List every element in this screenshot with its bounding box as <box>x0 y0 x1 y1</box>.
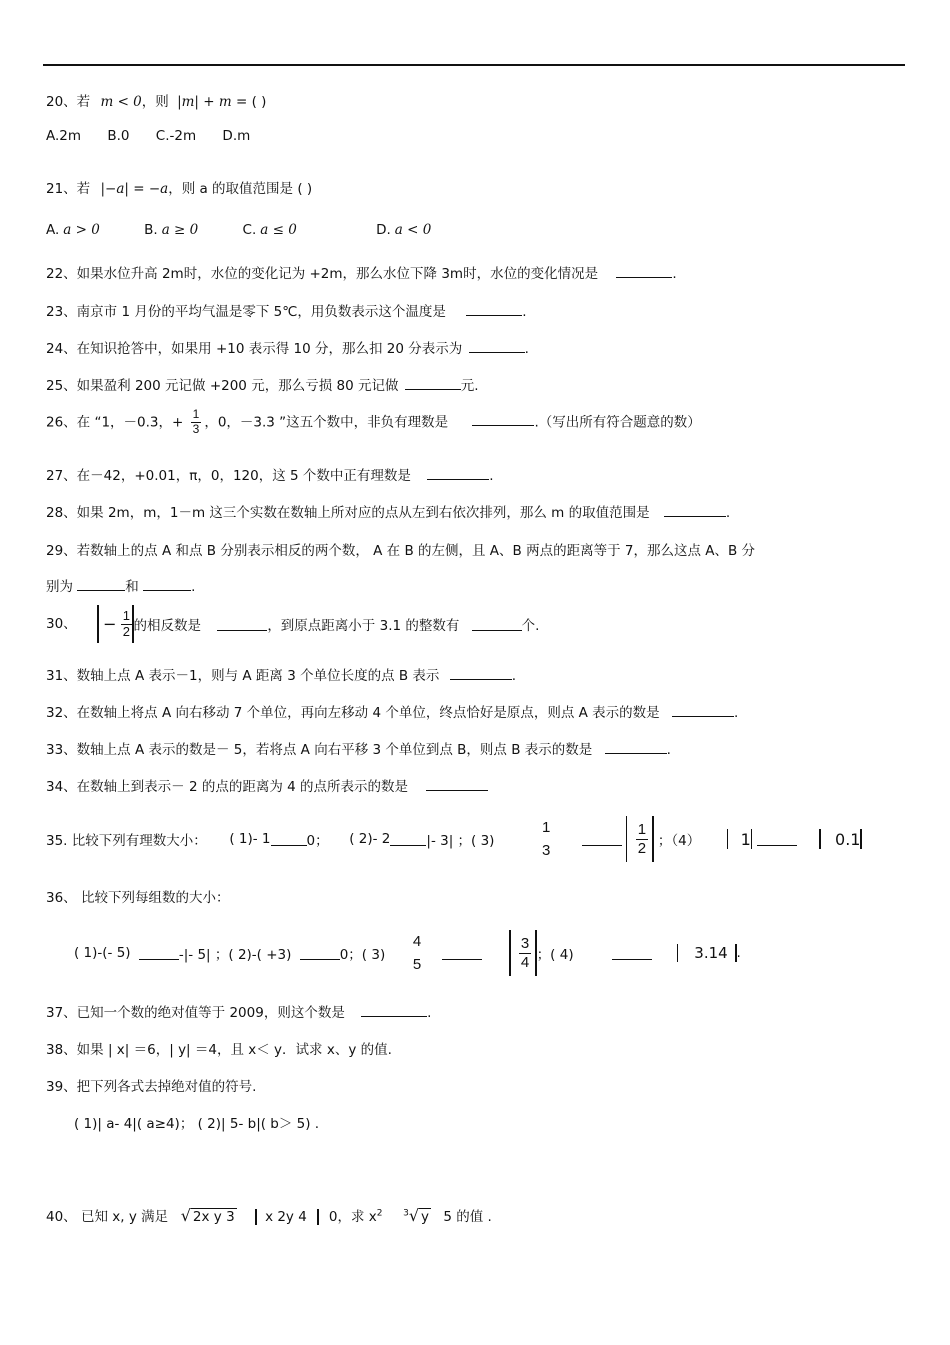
question-38 <box>46 1038 392 1058</box>
q40-superscript: 2 <box>376 1208 383 1219</box>
q35-blank-2 <box>390 833 426 846</box>
q35-frac-b-num: 1 <box>637 821 647 839</box>
q20-option-c: C.-2m <box>155 128 197 144</box>
q35-frac-a-den: 3 <box>542 842 551 859</box>
q35-blank-4 <box>757 833 797 846</box>
q25-tail: 元. <box>460 378 479 394</box>
q36-blank-2 <box>300 947 340 960</box>
q30-neg: − <box>103 614 117 634</box>
q21-label: 21、若 <box>46 181 91 197</box>
q20-option-b: B.0 <box>107 128 130 144</box>
q35-part1b: 0； <box>306 833 329 849</box>
q21-option-b: B. <box>144 222 158 238</box>
q26-frac-den: 3 <box>192 421 200 436</box>
question-24 <box>46 337 529 357</box>
q30-tail: 个. <box>521 618 540 634</box>
question-20 <box>46 90 266 110</box>
question-27 <box>46 464 493 484</box>
q35-part2b: |- 3| ；( 3) <box>426 833 495 849</box>
q35-abs-d-left <box>819 829 821 849</box>
q34-text: 34、在数轴上到表示－ 2 的点的距离为 4 的点所表示的数是 <box>46 779 409 795</box>
q22-period: . <box>672 266 677 282</box>
q35-abs-left <box>626 816 628 862</box>
q40-abs-right <box>317 1209 319 1225</box>
q26-fraction <box>191 408 202 437</box>
q21-option-a-math: a > 0 <box>63 222 100 238</box>
question-36 <box>46 886 229 906</box>
q35-part4b: 0.1 <box>835 829 861 849</box>
q35-abs-right <box>652 816 654 862</box>
q21-option-c-math: a ≤ 0 <box>260 222 297 238</box>
q36-frac-b-num: 3 <box>520 935 530 953</box>
cube-root-sign-icon: √ <box>408 1206 420 1225</box>
q35-part2: ( 2)- 2 <box>349 831 391 847</box>
q20-option-a: A.2m <box>46 128 82 144</box>
q36-blank-4 <box>612 947 652 960</box>
question-25 <box>46 374 479 394</box>
q35-abs-d-right <box>860 829 862 849</box>
question-31 <box>46 664 516 684</box>
q36-part2b: 0；( 3) <box>339 947 386 963</box>
question-30 <box>46 605 539 643</box>
q26-text: 26、在 “1，－0.3，+ <box>46 414 184 431</box>
q35-fraction-a <box>540 819 552 860</box>
q21-option-d-math: a < 0 <box>394 222 432 238</box>
question-22 <box>46 262 677 282</box>
q20-answer-paren: ( ) <box>251 94 267 110</box>
q37-period: . <box>427 1005 432 1021</box>
q29-prefix: 别为 <box>46 579 73 595</box>
q40-text: 40、 已知 x, y 满足 <box>46 1209 169 1225</box>
q40-root-content: y <box>421 1209 430 1225</box>
q36-frac-a-num: 4 <box>412 932 422 950</box>
sqrt-sign-icon: √ <box>180 1206 191 1225</box>
q36-fraction-b <box>519 935 531 971</box>
q28-period: . <box>725 505 731 521</box>
q36-abs-c-left <box>677 944 679 962</box>
q21-option-a: A. <box>46 222 60 238</box>
q27-blank <box>427 467 489 480</box>
question-23 <box>46 300 526 320</box>
q22-blank <box>616 265 672 278</box>
question-40 <box>46 1205 492 1225</box>
q30-mid: 的相反数是 <box>133 618 202 634</box>
q30-mid2: ，到原点距离小于 3.1 的整数有 <box>267 618 460 634</box>
q29-and: 和 <box>125 579 139 595</box>
q36-text: 36、 比较下列每组数的大小： <box>46 890 230 906</box>
q37-blank <box>361 1004 427 1017</box>
q32-period: . <box>733 705 739 721</box>
q39-parts-text: ( 1)| a- 4|( a≥4)； ( 2)| 5- b|( b＞ 5) . <box>74 1116 320 1132</box>
q35-part1: ( 1)- 1 <box>229 831 271 847</box>
q27-period: . <box>489 468 494 484</box>
q29-period: . <box>191 579 196 595</box>
q25-blank <box>405 377 461 390</box>
q35-part4: ；（4） <box>657 833 701 849</box>
q36-fraction-a <box>411 933 423 974</box>
q36-part4b: 3.14 <box>694 944 728 962</box>
q31-period: . <box>511 668 517 684</box>
q35-blank-1 <box>271 833 307 846</box>
q22-text: 22、如果水位升高 2m时，水位的变化记为 +2m，那么水位下降 3m时，水位的变化情况是 <box>46 266 599 282</box>
q36-frac-a-den: 5 <box>412 956 422 973</box>
q30-blank-2 <box>472 618 522 631</box>
q30-frac-den: 2 <box>122 623 131 639</box>
q37-text: 37、已知一个数的绝对值等于 2009，则这个数是 <box>46 1005 345 1021</box>
q35-blank-3 <box>582 833 622 846</box>
q36-period: . <box>736 945 741 961</box>
q36-part1: ( 1)-(- 5) <box>74 945 131 961</box>
question-29 <box>46 539 755 559</box>
q30-blank-1 <box>217 618 267 631</box>
q32-blank <box>672 704 734 717</box>
q21-tail: ，则 a 的取值范围是 ( ) <box>168 181 313 197</box>
question-36-parts <box>74 930 741 976</box>
q34-blank <box>426 778 488 791</box>
q32-text: 32、在数轴上将点 A 向右移动 7 个单位，再向左移动 4 个单位，终点恰好是原点，则点 A 表示的数是 <box>46 705 660 721</box>
q30-label: 30、 <box>46 616 77 632</box>
q26-tail: .（写出所有符合题意的数） <box>534 414 701 431</box>
q40-abs-left <box>255 1209 257 1225</box>
q35-abs-c-right <box>751 829 753 849</box>
question-21 <box>46 177 312 197</box>
question-28 <box>46 501 730 521</box>
q21-option-b-math: a ≥ 0 <box>161 222 199 238</box>
q20-mid: ，则 <box>141 94 169 110</box>
q21-expression: |−a| = −a <box>100 181 169 197</box>
q24-blank <box>469 340 525 353</box>
q35-frac-a-num: 1 <box>542 818 551 836</box>
q24-period: . <box>524 341 529 357</box>
q29-blank-2 <box>143 578 191 591</box>
q28-blank <box>664 504 726 517</box>
q33-blank <box>605 741 667 754</box>
q30-frac-num: 1 <box>122 607 131 623</box>
q35-part4a: 1 <box>740 829 751 849</box>
question-37 <box>46 1001 431 1021</box>
q29-blank-1 <box>77 578 125 591</box>
q21-option-c: C. <box>242 222 257 238</box>
q29-text: 29、若数轴上的点 A 和点 B 分别表示相反的两个数， A 在 B 的左侧，且 A、B 两点的距离等于 7，那么这点 A、B 分 <box>46 543 756 559</box>
q39-text: 39、把下列各式去掉绝对值的符号. <box>46 1079 257 1095</box>
q20-condition: m < 0 <box>100 94 142 110</box>
q31-blank <box>450 667 512 680</box>
question-33 <box>46 738 671 758</box>
q38-text: 38、如果 | x| ＝6，| y| ＝4，且 x＜ y．试求 x、y 的值. <box>46 1042 392 1058</box>
q36-abs-left <box>509 930 511 976</box>
q24-text: 24、在知识抢答中，如果用 +10 表示得 10 分，那么扣 20 分表示为 <box>46 341 463 357</box>
q20-options <box>46 128 250 144</box>
q40-root-index: 3 <box>403 1208 409 1219</box>
q40-mid: 0，求 x <box>328 1209 377 1225</box>
q27-text: 27、在－42，+0.01，π，0，120，这 5 个数中正有理数是 <box>46 468 411 484</box>
q33-text: 33、数轴上点 A 表示的数是－ 5，若将点 A 向右平移 3 个单位到点 B，则点 B 表示的数是 <box>46 742 593 758</box>
q33-period: . <box>666 742 671 758</box>
q26-blank <box>472 413 534 426</box>
q30-fraction <box>121 609 132 640</box>
q20-expression: |m| + m = <box>177 94 248 110</box>
q35-fraction-b <box>636 821 648 857</box>
q21-options <box>46 222 431 238</box>
q23-blank <box>466 303 522 316</box>
top-rule <box>43 64 905 66</box>
q40-abs-content: x 2y 4 <box>265 1209 307 1225</box>
q21-option-d: D. <box>376 222 391 238</box>
q30-abs-left <box>97 605 99 643</box>
q36-frac-b-den: 4 <box>520 953 530 971</box>
q35-frac-b-den: 2 <box>637 839 647 857</box>
question-29-line2 <box>46 575 195 595</box>
q35-abs-c-left <box>727 829 729 849</box>
question-35 <box>46 816 862 862</box>
q26-mid: ，0，－3.3 ”这五个数中，非负有理数是 <box>204 414 449 431</box>
q36-blank-1 <box>139 947 179 960</box>
question-39-parts <box>74 1112 319 1132</box>
q23-period: . <box>522 304 527 320</box>
q23-text: 23、南京市 1 月份的平均气温是零下 5℃，用负数表示这个温度是 <box>46 304 446 320</box>
q26-frac-num: 1 <box>192 407 200 421</box>
q40-tail: 5 的值 . <box>443 1209 492 1225</box>
q36-blank-3 <box>442 947 482 960</box>
q25-text: 25、如果盈利 200 元记做 +200 元，那么亏损 80 元记做 <box>46 378 399 394</box>
q20-label: 20、若 <box>46 94 91 110</box>
q40-sqrt-content: 2x y 3 <box>192 1209 235 1225</box>
question-32 <box>46 701 738 721</box>
q36-part1b: -|- 5| ；( 2)-( +3) <box>178 947 292 963</box>
question-39 <box>46 1075 256 1095</box>
q35-text: 35. 比较下列有理数大小： <box>46 833 207 849</box>
q20-option-d: D.m <box>222 128 251 144</box>
question-26 <box>46 408 701 437</box>
q31-text: 31、数轴上点 A 表示－1，则与 A 距离 3 个单位长度的点 B 表示 <box>46 668 440 684</box>
q28-text: 28、如果 2m，m，1－m 这三个实数在数轴上所对应的点从左到右依次排列，那么 m 的取值范围是 <box>46 505 650 521</box>
question-34 <box>46 775 488 795</box>
q36-part4: ；( 4) <box>536 947 574 963</box>
